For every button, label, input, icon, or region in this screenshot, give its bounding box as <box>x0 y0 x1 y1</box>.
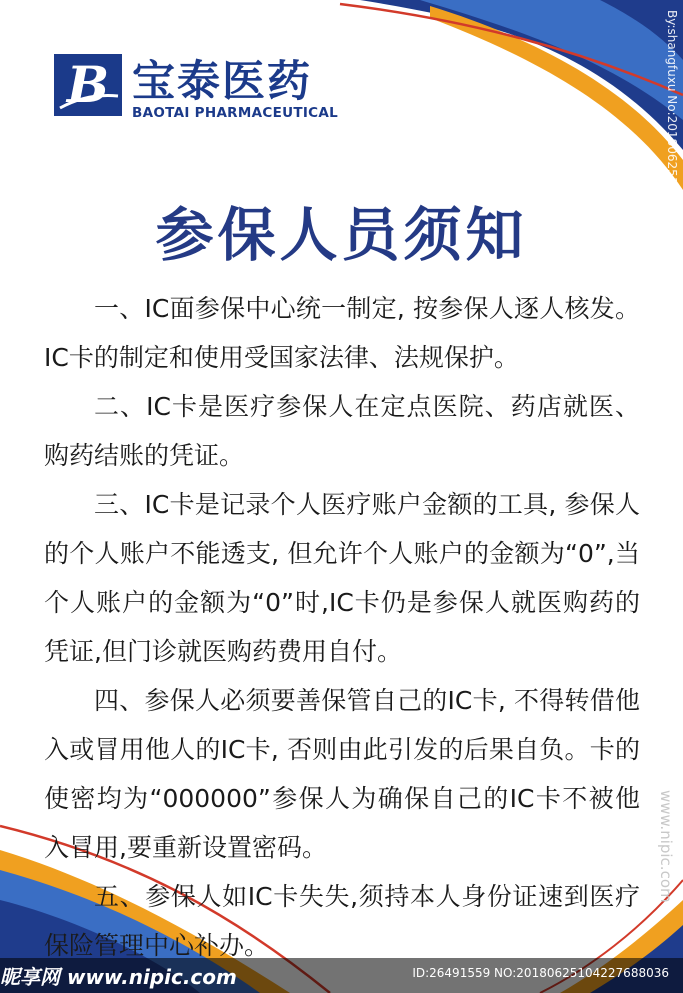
watermark-id: ID:26491559 NO:20180625104227688036 <box>412 966 669 980</box>
notice-item-1: 一、IC面参保中心统一制定, 按参保人逐人核发。IC卡的制定和使用受国家法律、法规保护。 <box>44 294 640 372</box>
notice-item-5: 五、参保人如IC卡失失,须持本人身份证速到医疗保险管理中心补办。 <box>44 882 640 960</box>
brand-name-en: BAOTAI PHARMACEUTICAL <box>132 105 339 121</box>
notice-body <box>44 284 640 970</box>
notice-item-2: 二、IC卡是医疗参保人在定点医院、药店就医、购药结账的凭证。 <box>44 392 640 470</box>
svg-text:B: B <box>66 55 110 114</box>
logo-icon <box>54 54 122 116</box>
watermark-site: www.nipic.com <box>657 790 675 903</box>
brand-name-cn: 宝泰医药 <box>132 57 312 107</box>
notice-item-3: 三、IC卡是记录个人医疗账户金额的工具, 参保人的个人账户不能透支, 但允许个人账户的金额为“0”,当个人账户的金额为“0”时,IC卡仍是参保人就医购药的凭证,但门诊就医购药费用自付。 <box>44 490 640 666</box>
watermark-bottom: 昵享网 www.nipic.com <box>0 965 237 989</box>
watermark-author: By:shangfuxu No:20180625104227688036 <box>665 10 679 269</box>
page-title: 参保人员须知 <box>155 201 528 269</box>
notice-item-4: 四、参保人必须要善保管自己的IC卡, 不得转借他入或冒用他人的IC卡, 否则由此引发的后果自负。卡的使密均为“000000”参保人为确保自己的IC卡不被他入冒用,要重新设置密码。 <box>44 686 640 862</box>
